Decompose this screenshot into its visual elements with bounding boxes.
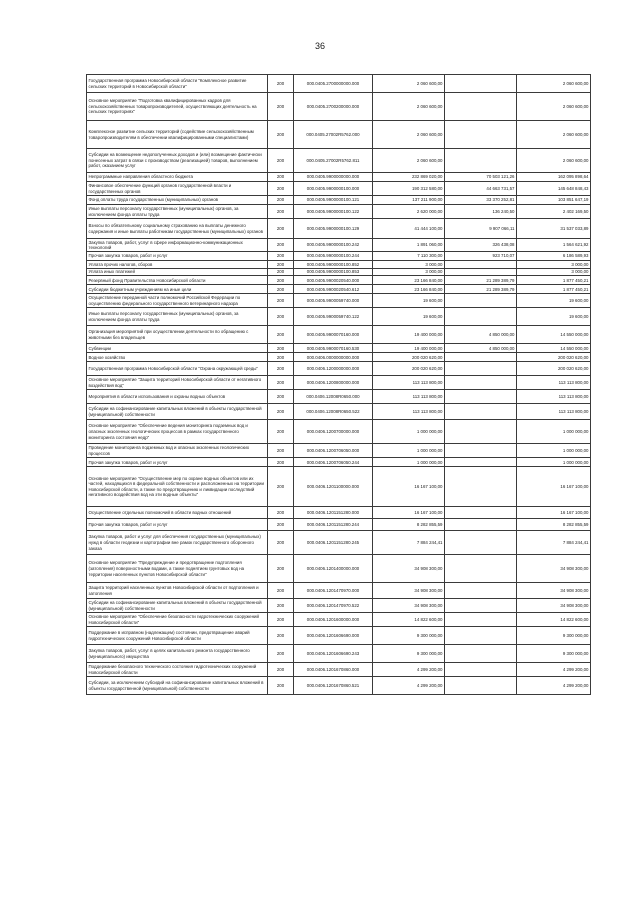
row-class: 000.0406.1200000000.000 — [294, 362, 373, 376]
row-amount-c: 4 299 200,00 — [517, 663, 591, 677]
table-row — [87, 555, 591, 583]
row-class: 000.0406.1201600000.000 — [294, 613, 373, 627]
row-name: Закупка товаров, работ, услуг в сфере информационно-коммуникационных технологий — [87, 239, 268, 252]
row-amount-c: 16 167 100,00 — [517, 467, 591, 507]
row-amount-b — [445, 121, 517, 149]
row-amount-b — [445, 519, 517, 531]
row-amount-a: 7 884 244,41 — [373, 531, 445, 555]
row-class: 000.0406.1201670860.000 — [294, 663, 373, 677]
row-code: 200 — [268, 420, 294, 444]
row-amount-c: 200 020 620,00 — [517, 353, 591, 362]
row-code: 200 — [268, 196, 294, 205]
row-code: 200 — [268, 285, 294, 294]
row-amount-a: 16 167 100,00 — [373, 467, 445, 507]
row-amount-a: 19 400 000,00 — [373, 344, 445, 353]
row-code: 200 — [268, 93, 294, 121]
row-amount-c: 2 060 600,00 — [517, 149, 591, 173]
table-row — [87, 458, 591, 467]
table-row — [87, 613, 591, 627]
row-amount-c: 2 060 600,00 — [517, 75, 591, 93]
row-amount-a: 2 060 600,00 — [373, 93, 445, 121]
row-class: 000.0405.9900000100.129 — [294, 219, 373, 239]
row-class: 000.0405.9900000100.852 — [294, 261, 373, 269]
row-amount-b — [445, 645, 517, 663]
row-code: 200 — [268, 458, 294, 467]
table-row — [87, 677, 591, 695]
row-amount-c: 19 600,00 — [517, 308, 591, 326]
row-amount-c: 1 000 000,00 — [517, 444, 591, 458]
row-class: 000.0406.12008R0650.000 — [294, 390, 373, 404]
row-name: Иные выплаты персоналу государственных (муниципальных) органов, за исключением фонда оплаты труда — [87, 308, 268, 326]
row-amount-a: 34 908 300,00 — [373, 599, 445, 613]
row-code: 200 — [268, 376, 294, 390]
row-code: 200 — [268, 663, 294, 677]
row-amount-c: 2 060 600,00 — [517, 121, 591, 149]
row-code: 200 — [268, 362, 294, 376]
row-amount-a: 200 020 620,00 — [373, 353, 445, 362]
row-name: Осуществление переданной части полномочий Российской Федерации по осуществлению федерального государственного ветеринарного надзора — [87, 294, 268, 308]
row-amount-a: 8 282 855,59 — [373, 519, 445, 531]
row-amount-a: 23 166 840,00 — [373, 276, 445, 285]
row-amount-c: 19 600,00 — [517, 294, 591, 308]
row-name: Государственная программа Новосибирской области "Охрана окружающей среды" — [87, 362, 268, 376]
row-name: Непрограммные направления областного бюджета — [87, 173, 268, 182]
row-amount-b — [445, 627, 517, 645]
row-amount-c: 6 186 589,93 — [517, 252, 591, 261]
table-row — [87, 239, 591, 252]
row-amount-a: 34 908 300,00 — [373, 583, 445, 599]
row-code: 200 — [268, 531, 294, 555]
table-row — [87, 75, 591, 93]
row-name: Фонд оплаты труда государственных (муниципальных) органов — [87, 196, 268, 205]
row-amount-b: 4 850 000,00 — [445, 344, 517, 353]
row-class: 000.0406.1201470970.522 — [294, 599, 373, 613]
row-amount-a: 3 000,00 — [373, 268, 445, 276]
table-row — [87, 205, 591, 219]
row-code: 200 — [268, 555, 294, 583]
row-class: 000.0406.1200800000.000 — [294, 376, 373, 390]
row-amount-a: 4 299 200,00 — [373, 677, 445, 695]
row-class: 000.0405.9900059740.122 — [294, 308, 373, 326]
row-class: 000.0405.9900020540.000 — [294, 276, 373, 285]
table-row — [87, 599, 591, 613]
row-amount-c: 3 000,00 — [517, 268, 591, 276]
row-class: 000.0405.9900000100.122 — [294, 205, 373, 219]
page-number: 36 — [314, 41, 325, 51]
row-amount-a: 2 060 600,00 — [373, 149, 445, 173]
row-name: Субсидии бюджетным учреждениям на иные цели — [87, 285, 268, 294]
row-name: Финансовое обеспечение функций органов государственной власти и государственных органов — [87, 182, 268, 196]
row-amount-b: 44 663 731,57 — [445, 182, 517, 196]
row-name: Субсидии на софинансирование капитальных вложений в объекты государственной (муниципальной) собственности — [87, 404, 268, 420]
row-amount-a: 113 113 800,00 — [373, 376, 445, 390]
row-name: Уплата прочих налогов, сборов — [87, 261, 268, 269]
row-class: 000.0406.1201606690.243 — [294, 645, 373, 663]
row-code: 200 — [268, 326, 294, 344]
row-amount-a: 9 300 000,00 — [373, 645, 445, 663]
row-amount-b — [445, 390, 517, 404]
row-amount-a: 7 110 300,00 — [373, 252, 445, 261]
table-row — [87, 182, 591, 196]
row-amount-b: 9 907 066,11 — [445, 219, 517, 239]
row-amount-c: 103 851 647,19 — [517, 196, 591, 205]
row-amount-a: 16 167 100,00 — [373, 507, 445, 519]
row-name: Поддержание безопасного технического состояния гидротехнических сооружений Новосибирской области — [87, 663, 268, 677]
row-amount-a: 4 299 200,00 — [373, 663, 445, 677]
row-amount-b: 70 503 121,26 — [445, 173, 517, 182]
row-amount-a: 190 312 580,00 — [373, 182, 445, 196]
row-amount-a: 9 300 000,00 — [373, 627, 445, 645]
row-class: 000.0405.9900070160.530 — [294, 344, 373, 353]
row-class: 000.0406.1201670860.521 — [294, 677, 373, 695]
row-name: Субсидии на софинансирование капитальных вложений в объекты государственной (муниципальной) собственности — [87, 599, 268, 613]
row-amount-c: 3 000,00 — [517, 261, 591, 269]
row-amount-b: 4 850 000,00 — [445, 326, 517, 344]
row-amount-b — [445, 420, 517, 444]
table-row — [87, 121, 591, 149]
row-amount-a: 1 891 060,00 — [373, 239, 445, 252]
table-row — [87, 149, 591, 173]
row-class: 000.0406.1200700000.000 — [294, 420, 373, 444]
row-name: Поддержание в исправном (надлежащем) состоянии, предотвращение аварий гидротехнических сооружений Новосибирской области — [87, 627, 268, 645]
row-class: 000.0405.9900000100.853 — [294, 268, 373, 276]
row-amount-a: 14 822 600,00 — [373, 613, 445, 627]
row-code: 200 — [268, 519, 294, 531]
row-amount-c: 16 167 100,00 — [517, 507, 591, 519]
row-name: Прочая закупка товаров, работ и услуг — [87, 458, 268, 467]
row-amount-c: 162 095 898,64 — [517, 173, 591, 182]
row-amount-a: 113 113 800,00 — [373, 390, 445, 404]
row-code: 200 — [268, 353, 294, 362]
row-amount-c: 34 908 300,00 — [517, 599, 591, 613]
table-row — [87, 93, 591, 121]
row-amount-b: 923 710,07 — [445, 252, 517, 261]
row-amount-b: 136 240,50 — [445, 205, 517, 219]
row-amount-a: 23 166 840,00 — [373, 285, 445, 294]
row-code: 200 — [268, 599, 294, 613]
row-amount-b: 33 370 252,81 — [445, 196, 517, 205]
row-amount-c: 14 822 600,00 — [517, 613, 591, 627]
row-name: Взносы по обязательному социальному страхованию на выплаты денежного содержания и иные выплаты работникам государственных (муниципальных) органов — [87, 219, 268, 239]
table-row — [87, 362, 591, 376]
row-amount-b: 21 289 389,79 — [445, 276, 517, 285]
row-class: 000.0406.0000000000.000 — [294, 353, 373, 362]
row-amount-c: 1 877 450,21 — [517, 276, 591, 285]
row-code: 200 — [268, 173, 294, 182]
row-amount-b — [445, 458, 517, 467]
table-row — [87, 268, 591, 276]
row-amount-b — [445, 444, 517, 458]
row-amount-c: 14 550 000,00 — [517, 344, 591, 353]
row-class: 000.0405.9900000100.000 — [294, 182, 373, 196]
row-name: Субсидии, за исключением субсидий на софинансирование капитальных вложений в объекты государственной (муниципальной) собственности — [87, 677, 268, 695]
row-class: 000.0405.9900000100.244 — [294, 252, 373, 261]
row-amount-b — [445, 555, 517, 583]
row-name: Субсидии на возмещение недополученных доходов и (или) возмещение фактически понесенных затрат в связи с производством (реализацией) товаров, выполнением работ, оказанием услуг — [87, 149, 268, 173]
row-amount-a: 137 211 900,00 — [373, 196, 445, 205]
row-amount-b — [445, 507, 517, 519]
row-name: Мероприятия в области использования и охраны водных объектов — [87, 390, 268, 404]
row-code: 200 — [268, 583, 294, 599]
row-amount-c: 113 113 800,00 — [517, 390, 591, 404]
table-row — [87, 285, 591, 294]
table-row — [87, 583, 591, 599]
row-amount-b — [445, 149, 517, 173]
row-name: Защита территорий населенных пунктов Новосибирской области от подтопления и затопления — [87, 583, 268, 599]
table-row — [87, 444, 591, 458]
row-name: Уплата иных платежей — [87, 268, 268, 276]
row-amount-c: 34 908 300,00 — [517, 555, 591, 583]
row-name: Основное мероприятие "Подготовка квалифицированных кадров для сельскохозяйственных товаропроизводителей, осуществляющих деятельность на сельских территориях" — [87, 93, 268, 121]
row-amount-b — [445, 362, 517, 376]
row-amount-c: 4 299 200,00 — [517, 677, 591, 695]
row-amount-a: 113 113 800,00 — [373, 404, 445, 420]
table-row — [87, 467, 591, 507]
row-amount-a: 2 620 000,00 — [373, 205, 445, 219]
row-code: 200 — [268, 219, 294, 239]
row-name: Закупка товаров, работ и услуг для обеспечения государственных (муниципальных) нужд в области геодезии и картографии вне рамок государственного оборонного заказа — [87, 531, 268, 555]
row-class: 000.0406.1201100000.000 — [294, 467, 373, 507]
row-amount-a: 200 020 620,00 — [373, 362, 445, 376]
table-row — [87, 276, 591, 285]
row-amount-b — [445, 599, 517, 613]
row-name: Резервный фонд Правительства Новосибирской области — [87, 276, 268, 285]
table-row — [87, 261, 591, 269]
row-amount-a: 2 060 600,00 — [373, 121, 445, 149]
row-class: 000.0405.9900000100.121 — [294, 196, 373, 205]
row-name: Основное мероприятие "Осуществление мер по охране водных объектов или их частей, находящихся в федеральной собственности и расположенных на территории Новосибирской области, а также по предотвращению и ликвидации последствий негативного воздействия вод на эти водные объекты" — [87, 467, 268, 507]
table-row — [87, 376, 591, 390]
budget-table — [86, 74, 591, 695]
row-amount-c: 113 113 800,00 — [517, 376, 591, 390]
row-name: Прочая закупка товаров, работ и услуг — [87, 252, 268, 261]
row-amount-b — [445, 261, 517, 269]
table-row — [87, 219, 591, 239]
row-class: 000.0406.1200706050.244 — [294, 458, 373, 467]
row-name: Комплексное развитие сельских территорий (содействие сельскохозяйственным товаропроизводителям в обеспечении квалифицированными специалистами) — [87, 121, 268, 149]
row-amount-a: 232 869 020,00 — [373, 173, 445, 182]
row-name: Прочая закупка товаров, работ и услуг — [87, 519, 268, 531]
row-amount-b — [445, 583, 517, 599]
row-name: Государственная программа Новосибирской области "Комплексное развитие сельских территорий в Новосибирской области" — [87, 75, 268, 93]
row-class: 000.0405.2700200000.000 — [294, 93, 373, 121]
row-amount-b — [445, 376, 517, 390]
table-row — [87, 308, 591, 326]
row-code: 200 — [268, 444, 294, 458]
row-amount-c: 200 020 620,00 — [517, 362, 591, 376]
row-code: 200 — [268, 645, 294, 663]
row-amount-a: 19 600,00 — [373, 294, 445, 308]
row-class: 000.0406.1201470970.000 — [294, 583, 373, 599]
row-name: Основное мероприятие "Обеспечение ведения мониторинга подземных вод и опасных экзогенных геологических процессов в рамках государственного мониторинга состояния недр" — [87, 420, 268, 444]
table-row — [87, 627, 591, 645]
row-amount-b — [445, 677, 517, 695]
table-row — [87, 173, 591, 182]
row-class: 000.0405.9900020540.612 — [294, 285, 373, 294]
row-amount-a: 1 000 000,00 — [373, 420, 445, 444]
table-row — [87, 519, 591, 531]
row-amount-c: 113 113 800,00 — [517, 404, 591, 420]
row-code: 200 — [268, 344, 294, 353]
row-amount-c: 9 300 000,00 — [517, 627, 591, 645]
row-amount-b — [445, 613, 517, 627]
row-name: Водное хозяйство — [87, 353, 268, 362]
row-amount-b: 21 289 389,79 — [445, 285, 517, 294]
row-code: 200 — [268, 404, 294, 420]
row-name: Основное мероприятие "Обеспечение безопасности гидротехнических сооружений Новосибирской области" — [87, 613, 268, 627]
row-code: 200 — [268, 75, 294, 93]
row-class: 000.0405.9900000000.000 — [294, 173, 373, 182]
row-class: 000.0406.1200706050.000 — [294, 444, 373, 458]
row-code: 200 — [268, 613, 294, 627]
row-amount-b — [445, 75, 517, 93]
row-name: Закупка товаров, работ, услуг в целях капитального ремонта государственного (муниципального) имущества — [87, 645, 268, 663]
row-code: 200 — [268, 252, 294, 261]
table-row — [87, 663, 591, 677]
row-code: 200 — [268, 467, 294, 507]
row-amount-a: 34 908 300,00 — [373, 555, 445, 583]
row-amount-c: 34 908 300,00 — [517, 583, 591, 599]
table-row — [87, 404, 591, 420]
row-class: 000.0406.1201606690.000 — [294, 627, 373, 645]
table-row — [87, 252, 591, 261]
row-name: Субвенции — [87, 344, 268, 353]
table-row — [87, 420, 591, 444]
row-code: 200 — [268, 276, 294, 285]
row-amount-b — [445, 467, 517, 507]
row-amount-a: 19 400 000,00 — [373, 326, 445, 344]
row-amount-b — [445, 353, 517, 362]
table-row — [87, 390, 591, 404]
row-name: Иные выплаты персоналу государственных (муниципальных) органов, за исключением фонда оплаты труда — [87, 205, 268, 219]
row-code: 200 — [268, 149, 294, 173]
table-row — [87, 294, 591, 308]
row-amount-c: 2 060 600,00 — [517, 93, 591, 121]
row-name: Основное мероприятие "Предупреждение и предотвращение подтопления (затопления) поверхностными водами, а также поднятием грунтовых вод на территории населенных пунктов Новосибирской области" — [87, 555, 268, 583]
row-class: 000.0406.1201400000.000 — [294, 555, 373, 583]
row-class: 000.0406.12008R0650.522 — [294, 404, 373, 420]
row-amount-c: 7 884 244,41 — [517, 531, 591, 555]
row-code: 200 — [268, 390, 294, 404]
row-code: 200 — [268, 239, 294, 252]
table-row — [87, 196, 591, 205]
row-amount-c: 8 282 855,59 — [517, 519, 591, 531]
row-amount-c: 2 402 169,50 — [517, 205, 591, 219]
row-amount-b — [445, 663, 517, 677]
row-amount-c: 9 300 000,00 — [517, 645, 591, 663]
row-amount-b — [445, 268, 517, 276]
row-class: 000.0406.1201151280.000 — [294, 507, 373, 519]
row-name: Основное мероприятие "Защита территорий Новосибирской области от негативного воздействия вод" — [87, 376, 268, 390]
row-name: Проведение мониторинга подземных вод и опасных экзогенных геологических процессов — [87, 444, 268, 458]
row-amount-c: 1 877 450,21 — [517, 285, 591, 294]
row-class: 000.0405.2700000000.000 — [294, 75, 373, 93]
table-row — [87, 326, 591, 344]
row-class: 000.0406.1201151280.244 — [294, 519, 373, 531]
table-row — [87, 531, 591, 555]
row-code: 200 — [268, 261, 294, 269]
table-row — [87, 353, 591, 362]
row-amount-a: 1 000 000,00 — [373, 458, 445, 467]
row-code: 200 — [268, 677, 294, 695]
row-name: Организация мероприятий при осуществлении деятельности по обращению с животными без владельцев — [87, 326, 268, 344]
row-class: 000.0406.1201151280.245 — [294, 531, 373, 555]
row-amount-b — [445, 404, 517, 420]
row-amount-a: 41 444 100,00 — [373, 219, 445, 239]
row-code: 200 — [268, 627, 294, 645]
row-amount-c: 1 000 000,00 — [517, 458, 591, 467]
row-amount-c: 14 550 000,00 — [517, 326, 591, 344]
row-amount-b — [445, 531, 517, 555]
row-amount-a: 3 000,00 — [373, 261, 445, 269]
row-amount-b — [445, 294, 517, 308]
row-amount-c: 1 000 000,00 — [517, 420, 591, 444]
table-row — [87, 645, 591, 663]
row-code: 200 — [268, 205, 294, 219]
row-code: 200 — [268, 294, 294, 308]
table-row — [87, 344, 591, 353]
row-class: 000.0405.27002R5762.811 — [294, 149, 373, 173]
row-code: 200 — [268, 507, 294, 519]
row-code: 200 — [268, 308, 294, 326]
row-name: Осуществление отдельных полномочий в области водных отношений — [87, 507, 268, 519]
row-amount-c: 31 537 033,89 — [517, 219, 591, 239]
row-amount-b — [445, 93, 517, 121]
row-code: 200 — [268, 121, 294, 149]
row-class: 000.0405.9900000100.242 — [294, 239, 373, 252]
table-row — [87, 507, 591, 519]
row-amount-a: 1 000 000,00 — [373, 444, 445, 458]
row-amount-a: 2 060 600,00 — [373, 75, 445, 93]
row-amount-a: 19 600,00 — [373, 308, 445, 326]
row-class: 000.0405.27002R5762.000 — [294, 121, 373, 149]
row-amount-b: 326 438,08 — [445, 239, 517, 252]
row-code: 200 — [268, 182, 294, 196]
row-amount-b — [445, 308, 517, 326]
row-code: 200 — [268, 268, 294, 276]
row-amount-c: 1 564 621,92 — [517, 239, 591, 252]
row-class: 000.0405.9900059740.000 — [294, 294, 373, 308]
row-amount-c: 145 648 848,43 — [517, 182, 591, 196]
row-class: 000.0405.9900070160.000 — [294, 326, 373, 344]
